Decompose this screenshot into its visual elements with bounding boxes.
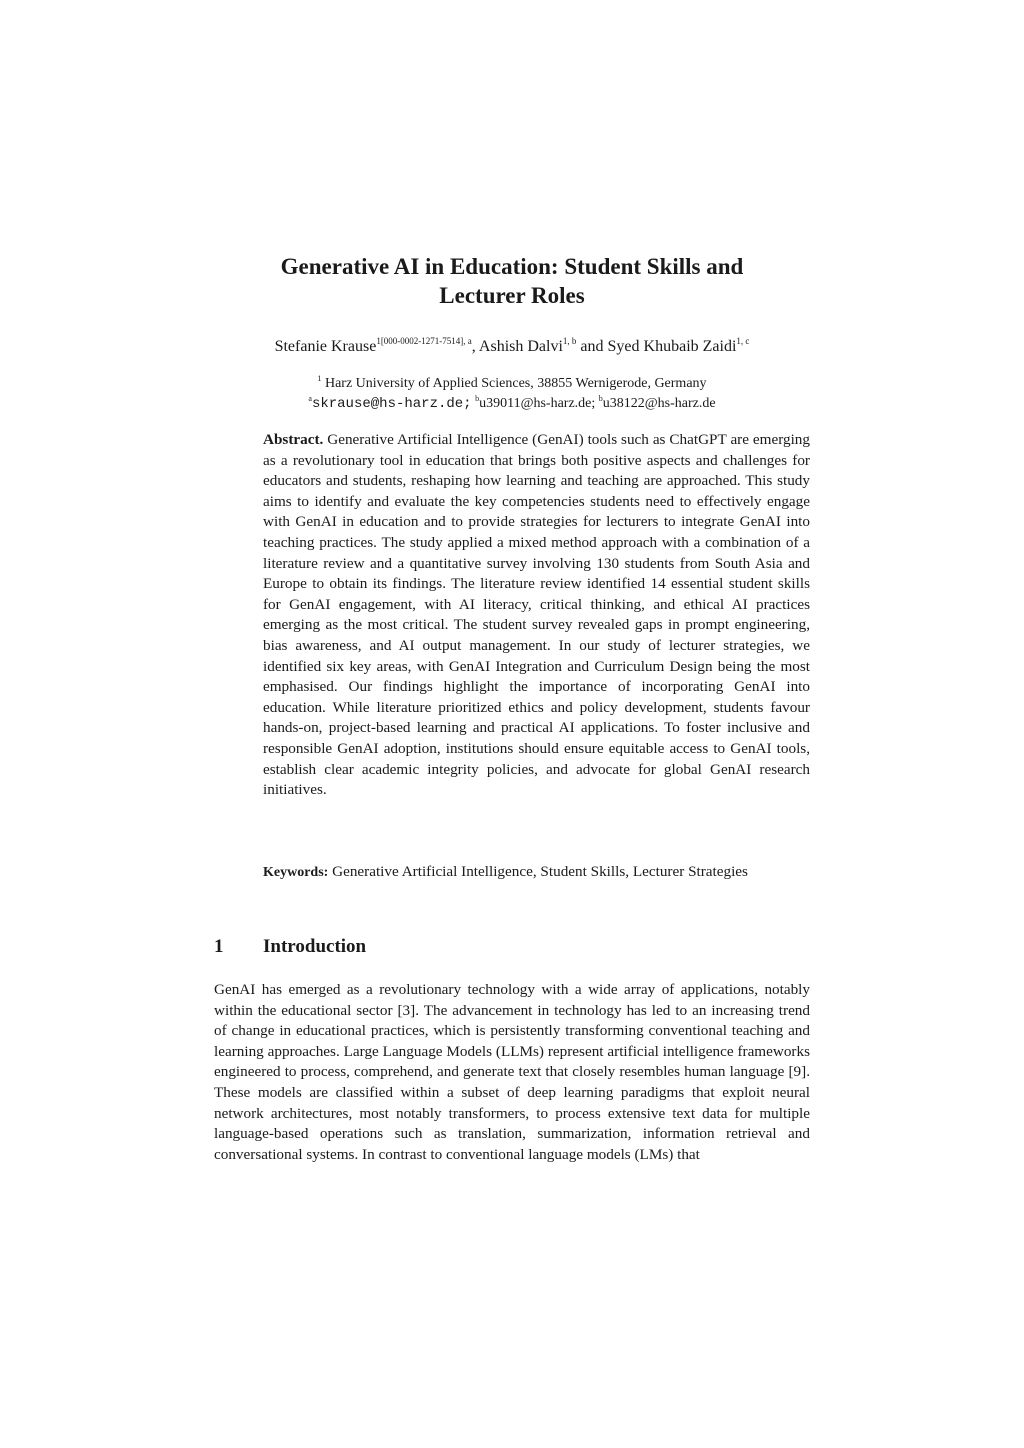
title-line-1: Generative AI in Education: Student Skills and (280, 254, 744, 279)
keywords-block (263, 862, 763, 884)
introduction-paragraph: GenAI has emerged as a revolutionary technology with a wide array of applications, notably within the educational sector [3]. The advancement in technology has led to an increasing trend of change in educational practices, which is persistently transforming conventional teaching and learning approaches. Large Language Models (LLMs) represent artificial intelligence frameworks engineered to process, comprehend, and generate text that closely resembles human language [9]. These models are classified within a subset of deep learning paradigms that exploit neural network architectures, most notably transformers, to process extensive text data for multiple language-based operations such as translation, summarization, information retrieval and conversational systems. In contrast to conventional language models (LMs) that (214, 981, 810, 1163)
email-superscript: a (308, 394, 312, 403)
paper-title (212, 252, 812, 310)
introduction-body (214, 980, 810, 1165)
section-heading-introduction (214, 935, 814, 959)
email-superscript: b (598, 394, 603, 403)
affiliation-line (200, 374, 824, 394)
section-title: Introduction (263, 936, 367, 957)
title-line-2: Lecturer Roles (439, 283, 585, 308)
abstract-label: Abstract. (263, 431, 324, 448)
author-superscript: 1, c (736, 336, 750, 346)
keywords-label: Keywords: (263, 865, 329, 880)
affiliation-block (200, 374, 824, 414)
affiliation-superscript: 1 (317, 374, 322, 383)
author-name: Stefanie Krause (274, 338, 377, 355)
author-separator: , (471, 338, 479, 355)
author-list (200, 336, 824, 358)
author-superscript: 1, b (562, 336, 577, 346)
author-separator: and (576, 338, 608, 355)
keywords-text: Generative Artificial Intelligence, Student Skills, Lecturer Strategies (332, 863, 748, 880)
email-link[interactable]: skrause@hs-harz.de; (311, 396, 472, 412)
author-superscript: 1[000-0002-1271-7514], a (376, 336, 472, 346)
email-link[interactable]: u38122@hs-harz.de (602, 396, 716, 411)
section-number: 1 (214, 936, 224, 957)
email-line (200, 394, 824, 414)
affiliation-text: Harz University of Applied Sciences, 38855 Wernigerode, Germany (324, 376, 707, 391)
author-name: Ashish Dalvi (478, 338, 563, 355)
abstract-text: Generative Artificial Intelligence (GenAI) tools such as ChatGPT are emerging as a revolutionary tool in education that brings both positive aspects and challenges for educators and students, reshaping how learning and teaching are approached. This study aims to identify and evaluate the key competencies students need to effectively engage with GenAI in education and to provide strategies for lecturers to integrate GenAI into teaching practices. The study applied a mixed method approach with a combination of a literature review and a quantitative survey involving 130 students from South Asia and Europe to obtain its findings. The literature review identified 14 essential student skills for GenAI engagement, with AI literacy, critical thinking, and ethical AI practices emerging as the most critical. The student survey revealed gaps in prompt engineering, bias awareness, and AI output management. In our study of lecturer strategies, we identified six key areas, with GenAI Integration and Curriculum Design being the most emphasised. Our findings highlight the importance of incorporating GenAI into education. While literature prioritized ethics and policy development, students favour hands-on, project-based learning and practical AI applications. To foster inclusive and responsible GenAI adoption, institutions should ensure equitable access to GenAI tools, establish clear academic integrity policies, and advocate for global GenAI research initiatives. (263, 431, 810, 799)
author-name: Syed Khubaib Zaidi (607, 338, 737, 355)
email-superscript: b (475, 394, 480, 403)
abstract-block (263, 430, 810, 801)
email-link[interactable]: u39011@hs-harz.de; (479, 396, 596, 411)
